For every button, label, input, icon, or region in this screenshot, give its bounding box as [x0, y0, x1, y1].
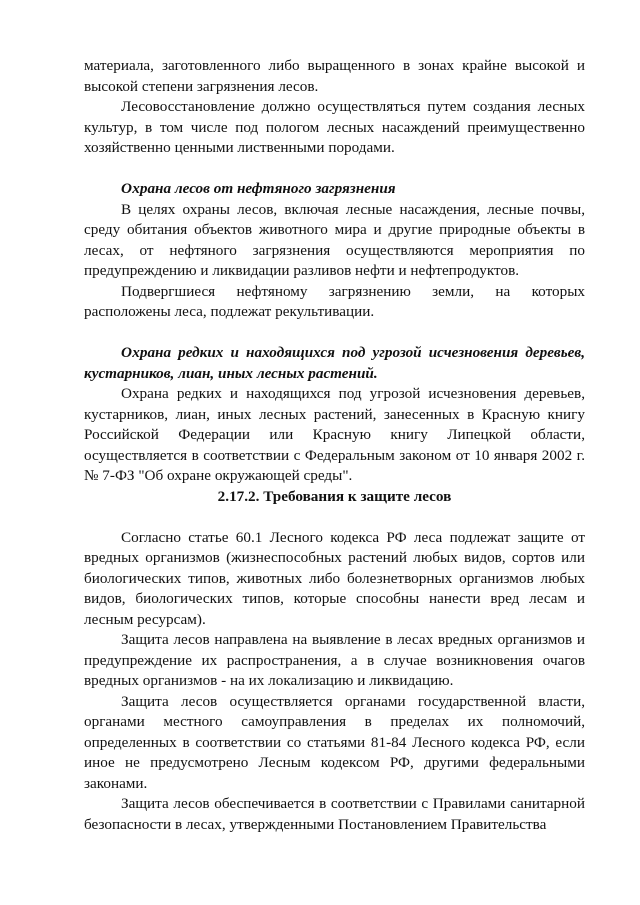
body-paragraph: материала, заготовленного либо выращенного в зонах крайне высокой и высокой степени загрязнения лесов.: [84, 57, 585, 95]
body-paragraph: Лесовосстановление должно осуществляться путем создания лесных культур, в том числе под пологом лесных насаждений преимущественно хозяйственно ценными лиственными породами.: [84, 98, 585, 156]
body-paragraph: Охрана редких и находящихся под угрозой исчезновения деревьев, кустарников, лиан, иных лесных растений, занесенных в Красную книгу Российской Федерации или Красную книгу Липецкой области, осуществляется в соответствии с Федеральным законом от 10 января 2002 г.№ 7-ФЗ "Об охране окружающей среды".: [84, 385, 585, 484]
body-paragraph: Защита лесов обеспечивается в соответствии с Правилами санитарной безопасности в лесах, утвержденными Постановлением Правительства: [84, 795, 585, 833]
body-paragraph: Защита лесов осуществляется органами государственной власти, органами местного самоуправления в пределах их полномочий, определенных в соответствии со статьями 81-84 Лесного кодекса РФ, если иное не предусмотрено Лесным кодексом РФ, другими федеральными законами.: [84, 692, 585, 792]
section-title: 2.17.2. Требования к защите лесов: [217, 487, 452, 505]
section-heading: Охрана редких и находящихся под угрозой исчезновения деревьев, кустарников, лиан, иных лесных растений.: [84, 344, 585, 382]
body-paragraph: Подвергшиеся нефтяному загрязнению земли, на которых расположены леса, подлежат рекультивации.: [84, 282, 585, 320]
paragraph-gap: [84, 507, 585, 528]
paragraph-gap: [84, 323, 585, 344]
body-paragraph: Защита лесов направлена на выявление в лесах вредных организмов и предупреждение их распространения, а в случае возникновения очагов вредных организмов - на их локализацию и ликвидацию.: [84, 631, 585, 689]
body-paragraph: В целях охраны лесов, включая лесные насаждения, лесные почвы, среду обитания объектов животного мира и другие природные объекты в лесах, от нефтяного загрязнения осуществляются мероприятия по предупреждению и ликвидации разливов нефти и нефтепродуктов.: [84, 200, 585, 279]
paragraph-gap: [84, 159, 585, 180]
section-heading: Охрана лесов от нефтяного загрязнения: [121, 180, 396, 197]
body-paragraph: Согласно статье 60.1 Лесного кодекса РФ леса подлежат защите от вредных организмов (жизнеспособных растений любых видов, сортов или биологических типов, животных либо болезнетворных организмов любых видов, биологических типов, которые способны нанести вред лесам и лесным ресурсам).: [84, 528, 585, 628]
